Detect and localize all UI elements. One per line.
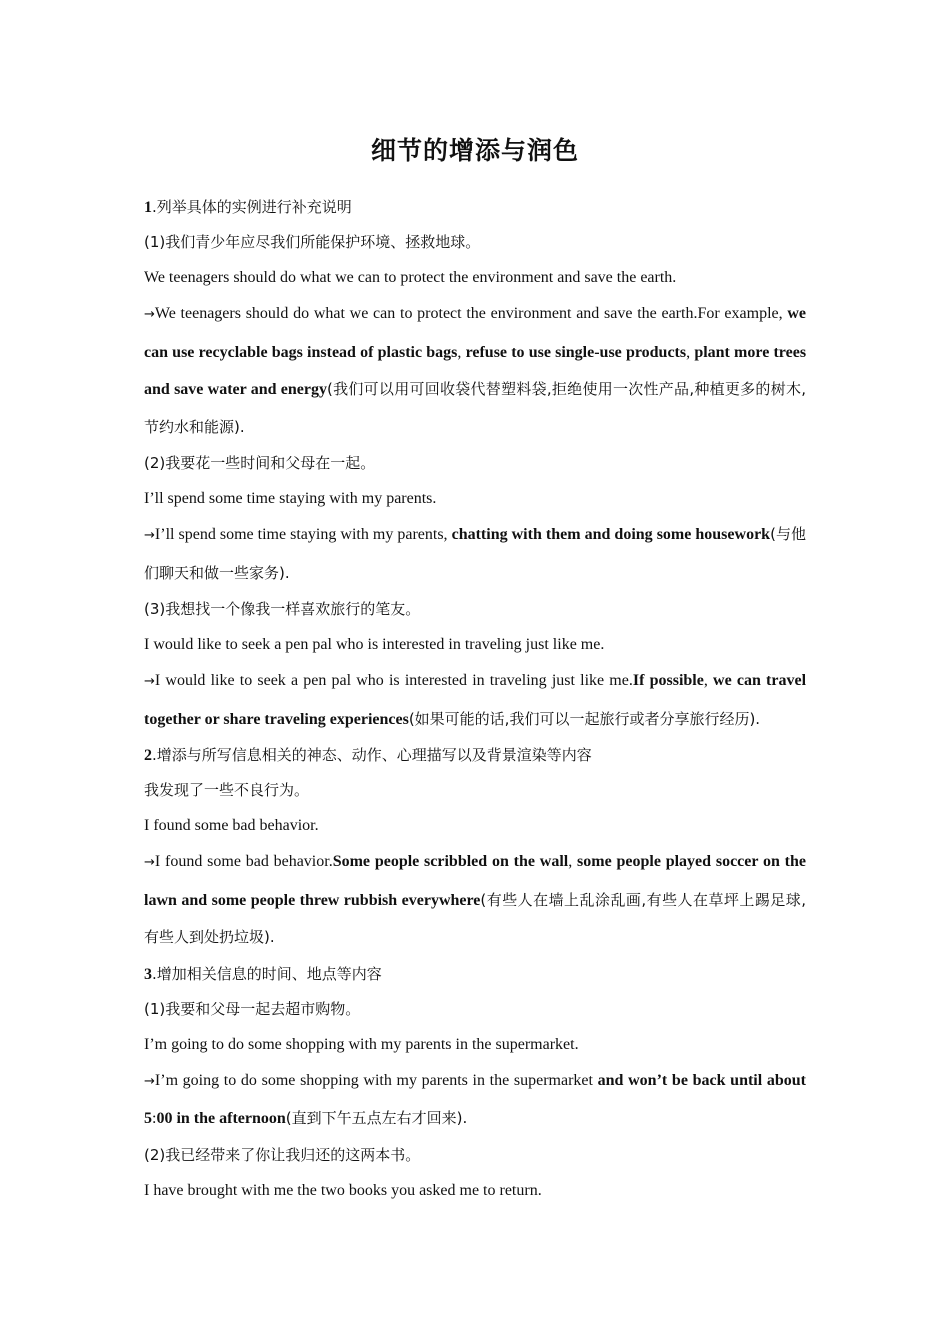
- example-1-1-expanded: →We teenagers should do what we can to protect the environment and save the earth.For example, we can use recyclable bags instead of plastic bags, refuse to use single-use products, plant more trees and save water and energy(我们可以用可回收袋代替塑料袋,拒绝使用一次性产品,种植更多的树木,节约水和能源).: [144, 305, 807, 436]
- arrow-icon: →: [144, 674, 155, 689]
- example-3-2-chinese: (2)我已经带来了你让我归还的这两本书。: [144, 1145, 421, 1164]
- arrow-icon: →: [144, 855, 155, 870]
- arrow-icon: →: [144, 1073, 155, 1089]
- example-1-1-english: We teenagers should do what we can to protect the environment and save the earth.: [144, 269, 677, 286]
- example-1-2-expanded: →I’ll spend some time staying with my parents, chatting with them and doing some housework(与他们聊天和做一些家务).: [144, 525, 806, 582]
- example-1-2-chinese: (2)我要花一些时间和父母在一起。: [144, 454, 376, 472]
- arrow-icon: →: [144, 528, 155, 543]
- example-3-2-english: I have brought with me the two books you asked me to return.: [144, 1181, 542, 1199]
- example-1-2-english: I’ll spend some time staying with my parents.: [144, 490, 437, 507]
- example-2-chinese: 我发现了一些不良行为。: [144, 781, 310, 799]
- section-heading-text: .列举具体的实例进行补充说明: [152, 198, 352, 216]
- example-1-3-english: I would like to seek a pen pal who is interested in traveling just like me.: [144, 636, 605, 653]
- page-title: 细节的增添与润色: [370, 136, 579, 165]
- arrow-icon: →: [144, 307, 155, 322]
- example-1-1-chinese: (1)我们青少年应尽我们所能保护环境、拯救地球。: [144, 233, 481, 251]
- example-3-1-english: I’m going to do some shopping with my parents in the supermarket.: [144, 1035, 579, 1053]
- section-3-heading: [144, 957, 806, 992]
- section-heading-text: .增添与所写信息相关的神态、动作、心理描写以及背景渲染等内容: [152, 746, 592, 764]
- example-3-1-chinese: (1)我要和父母一起去超市购物。: [144, 999, 361, 1018]
- section-number: 1: [144, 199, 152, 216]
- section-number: 2: [144, 747, 152, 764]
- section-number: 3: [144, 965, 152, 983]
- example-2-expanded: →I found some bad behavior.Some people scribbled on the wall, some people played soccer on the lawn and some people threw rubbish everywhere(有些人在墙上乱涂乱画,有些人在草坪上踢足球,有些人到处扔垃圾).: [144, 853, 807, 946]
- example-3-1-expanded: →I’m going to do some shopping with my parents in the supermarket and won’t be back until about 5:00 in the afternoon(直到下午五点左右才回来).: [144, 1071, 806, 1127]
- section-2-heading: [144, 738, 806, 773]
- document-body: [144, 190, 806, 1208]
- section-1-heading: [144, 190, 806, 225]
- example-2-english: I found some bad behavior.: [144, 817, 319, 834]
- section-heading-text: .增加相关信息的时间、地点等内容: [152, 964, 382, 983]
- example-1-3-expanded: →I would like to seek a pen pal who is interested in traveling just like me.If possible, we can travel together or share traveling experiences(如果可能的话,我们可以一起旅行或者分享旅行经历).: [144, 672, 807, 728]
- example-1-3-chinese: (3)我想找一个像我一样喜欢旅行的笔友。: [144, 600, 421, 618]
